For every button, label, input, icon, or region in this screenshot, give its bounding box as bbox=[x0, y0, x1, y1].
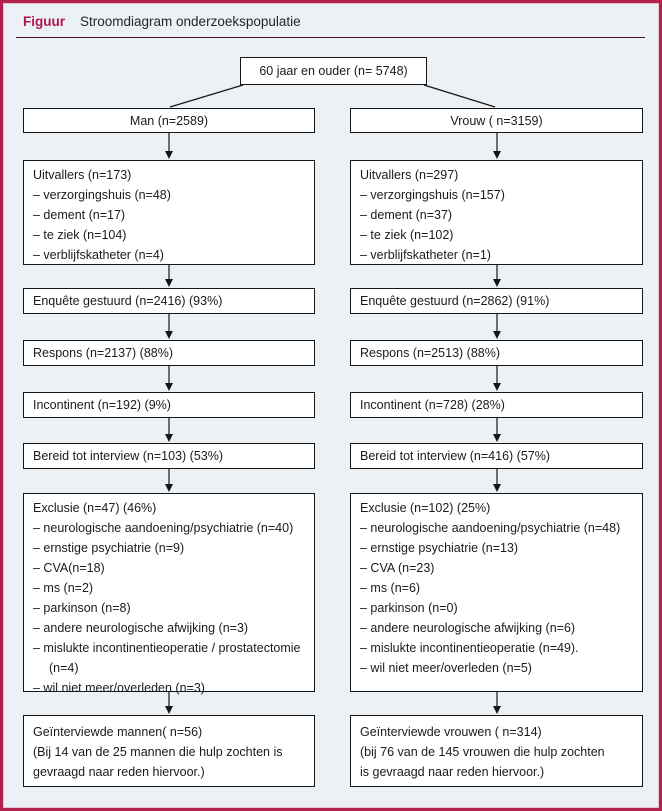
box-total-population: 60 jaar en ouder (n= 5748) bbox=[240, 57, 427, 85]
box-man-uitvallers bbox=[23, 160, 315, 265]
figure-title: Stroomdiagram onderzoekspopulatie bbox=[80, 14, 301, 29]
box-man-enquete: Enquête gestuurd (n=2416) (93%) bbox=[23, 288, 315, 314]
result-line: (Bij 14 van de 25 mannen die hulp zochten is bbox=[33, 745, 283, 759]
uitvallers-title: Uitvallers (n=297) bbox=[360, 168, 459, 182]
box-man-result bbox=[23, 715, 315, 787]
exclusie-item: – CVA(n=18) bbox=[33, 561, 105, 575]
result-line: Geïnterviewde mannen( n=56) bbox=[33, 725, 203, 739]
box-man-respons: Respons (n=2137) (88%) bbox=[23, 340, 315, 366]
box-man-exclusie bbox=[23, 493, 315, 695]
result-line: gevraagd naar reden hiervoor.) bbox=[33, 765, 205, 779]
box-vrouw-enquete: Enquête gestuurd (n=2862) (91%) bbox=[350, 288, 643, 314]
exclusie-item: – neurologische aandoening/psychiatrie (n=40) bbox=[33, 521, 294, 535]
exclusie-item: – neurologische aandoening/psychiatrie (n=48) bbox=[360, 521, 621, 535]
box-vrouw-uitvallers bbox=[350, 160, 643, 265]
split-lines bbox=[170, 85, 495, 107]
result-line: is gevraagd naar reden hiervoor.) bbox=[360, 765, 545, 779]
result-line: Geïnterviewde vrouwen ( n=314) bbox=[360, 725, 542, 739]
uitvallers-title: Uitvallers (n=173) bbox=[33, 168, 132, 182]
box-vrouw-incontinent: Incontinent (n=728) (28%) bbox=[350, 392, 643, 418]
exclusie-item: – ernstige psychiatrie (n=13) bbox=[360, 541, 519, 555]
exclusie-item: – andere neurologische afwijking (n=3) bbox=[33, 621, 249, 635]
box-vrouw-result bbox=[350, 715, 643, 787]
exclusie-item: – parkinson (n=0) bbox=[360, 601, 458, 615]
figure-label: Figuur bbox=[23, 14, 65, 29]
exclusie-item: – ms (n=6) bbox=[360, 581, 421, 595]
box-man-incontinent: Incontinent (n=192) (9%) bbox=[23, 392, 315, 418]
uitvallers-item: – dement (n=37) bbox=[360, 208, 453, 222]
exclusie-item: – wil niet meer/overleden (n=3) bbox=[33, 681, 205, 695]
box-vrouw-exclusie bbox=[350, 493, 643, 692]
exclusie-item: – ms (n=2) bbox=[33, 581, 94, 595]
uitvallers-item: – verzorgingshuis (n=48) bbox=[33, 188, 171, 202]
exclusie-item: – wil niet meer/overleden (n=5) bbox=[360, 661, 532, 675]
exclusie-item: – CVA (n=23) bbox=[360, 561, 435, 575]
uitvallers-item: – verblijfskatheter (n=4) bbox=[33, 248, 164, 262]
box-vrouw-header: Vrouw ( n=3159) bbox=[350, 108, 643, 133]
uitvallers-item: – te ziek (n=102) bbox=[360, 228, 454, 242]
uitvallers-item: – dement (n=17) bbox=[33, 208, 126, 222]
uitvallers-item: – verblijfskatheter (n=1) bbox=[360, 248, 491, 262]
uitvallers-item: – te ziek (n=104) bbox=[33, 228, 127, 242]
exclusie-title: Exclusie (n=47) (46%) bbox=[33, 501, 157, 515]
uitvallers-item: – verzorgingshuis (n=157) bbox=[360, 188, 505, 202]
box-man-interview: Bereid tot interview (n=103) (53%) bbox=[23, 443, 315, 469]
exclusie-item: – andere neurologische afwijking (n=6) bbox=[360, 621, 576, 635]
box-vrouw-respons: Respons (n=2513) (88%) bbox=[350, 340, 643, 366]
exclusie-item: – ernstige psychiatrie (n=9) bbox=[33, 541, 185, 555]
box-man-header: Man (n=2589) bbox=[23, 108, 315, 133]
exclusie-title: Exclusie (n=102) (25%) bbox=[360, 501, 491, 515]
exclusie-item: – parkinson (n=8) bbox=[33, 601, 131, 615]
exclusie-item: – mislukte incontinentieoperatie (n=49). bbox=[360, 641, 579, 655]
box-vrouw-interview: Bereid tot interview (n=416) (57%) bbox=[350, 443, 643, 469]
result-line: (bij 76 van de 145 vrouwen die hulp zochten bbox=[360, 745, 605, 759]
exclusie-item: – mislukte incontinentieoperatie / prostatectomie (n=4) bbox=[33, 641, 301, 675]
